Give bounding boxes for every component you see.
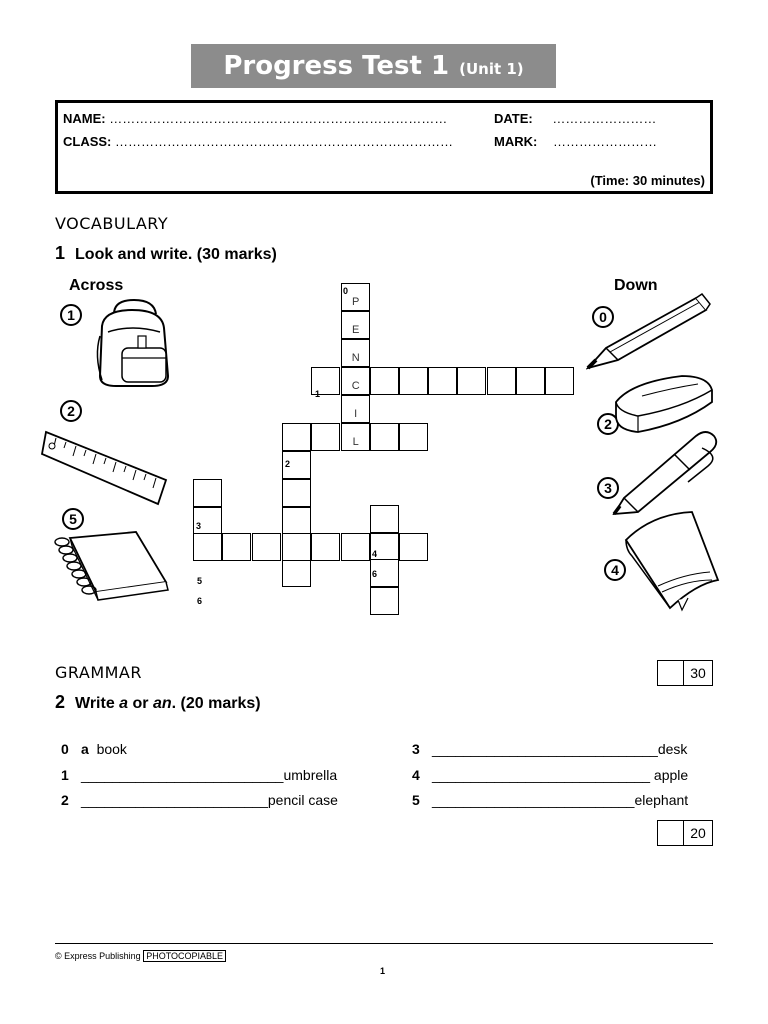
grammar-score-field[interactable] <box>658 821 684 845</box>
clue-number: 0 <box>343 286 349 296</box>
clue-number: 4 <box>372 549 378 559</box>
page-title: Progress Test 1 <box>223 51 450 81</box>
grammar-item-4 <box>412 767 688 783</box>
across-number-1: 1 <box>60 304 82 326</box>
task-1-text: Look and write. (30 marks) <box>75 246 277 263</box>
crossword-cell[interactable] <box>370 587 399 615</box>
answer-line[interactable]: ____________________________ <box>432 767 651 783</box>
crossword-cell[interactable]: N <box>341 339 370 367</box>
down-number-4: 4 <box>604 559 626 581</box>
answer-line[interactable]: __________________________ <box>432 792 635 808</box>
date-label: DATE: <box>494 111 533 126</box>
date-field[interactable]: …………………… <box>552 111 657 126</box>
crossword-cell[interactable] <box>282 423 311 451</box>
crossword-cell[interactable]: P <box>341 283 370 311</box>
item-word: apple <box>650 767 689 783</box>
crossword-cell[interactable]: I <box>341 395 370 423</box>
crossword-cell[interactable] <box>399 367 428 395</box>
across-number-2: 2 <box>60 400 82 422</box>
crossword-cell[interactable] <box>399 423 428 451</box>
crossword-cell[interactable] <box>252 533 281 561</box>
grammar-item-0 <box>61 741 127 757</box>
crossword-cell[interactable] <box>516 367 545 395</box>
task-2-or: or <box>128 695 153 712</box>
item-word: pencil case <box>267 792 338 808</box>
page-subtitle: (Unit 1) <box>459 60 524 78</box>
task-2-number: 2 <box>55 692 66 712</box>
crossword-cell[interactable] <box>193 479 222 507</box>
item-number: 3 <box>412 741 420 757</box>
grammar-heading: GRAMMAR <box>55 663 142 682</box>
footer-divider <box>55 943 713 944</box>
down-number-3: 3 <box>597 477 619 499</box>
task-2-text-post: . (20 marks) <box>171 695 261 712</box>
example-answer: a <box>81 741 89 757</box>
crossword-cell[interactable] <box>370 505 399 533</box>
item-number: 5 <box>412 792 420 808</box>
crossword-cell[interactable] <box>282 533 311 561</box>
crossword-cell[interactable]: C <box>341 367 370 395</box>
crossword-cell[interactable] <box>193 533 222 561</box>
crossword-cell[interactable] <box>428 367 457 395</box>
crossword-cell[interactable] <box>311 533 340 561</box>
page-number: 1 <box>380 966 386 976</box>
crossword-cell[interactable] <box>370 367 399 395</box>
item-number: 1 <box>61 767 69 783</box>
task-1-number: 1 <box>55 243 66 263</box>
grammar-item-5 <box>412 792 688 808</box>
mark-field[interactable]: …………………… <box>552 134 657 149</box>
item-number: 0 <box>61 741 69 757</box>
copyright-text: © Express Publishing <box>55 951 141 961</box>
photocopiable-badge: PHOTOCOPIABLE <box>143 950 226 962</box>
item-word: elephant <box>634 792 689 808</box>
clue-number: 1 <box>315 389 321 399</box>
class-field[interactable]: …………………………………………………………………… <box>115 134 454 149</box>
crossword-cell[interactable] <box>487 367 516 395</box>
crossword-cell[interactable] <box>370 423 399 451</box>
task-2-text-pre: Write <box>75 695 120 712</box>
task-2-a: a <box>119 695 129 712</box>
answer-line[interactable]: __________________________ <box>81 767 284 783</box>
grammar-score-box <box>657 820 713 846</box>
answer-line[interactable]: ________________________ <box>81 792 268 808</box>
crossword-cell[interactable] <box>545 367 574 395</box>
down-number-2: 2 <box>597 413 619 435</box>
vocabulary-heading: VOCABULARY <box>55 214 169 233</box>
crossword-cell[interactable] <box>399 533 428 561</box>
across-number-5: 5 <box>62 508 84 530</box>
crossword-cell[interactable]: E <box>341 311 370 339</box>
item-word: desk <box>657 741 688 757</box>
clue-number: 6 <box>197 596 203 606</box>
crossword-cell[interactable] <box>282 479 311 507</box>
name-label: NAME: <box>63 111 106 126</box>
crossword-cell[interactable] <box>222 533 251 561</box>
grammar-item-3 <box>412 741 687 757</box>
item-word: book <box>96 741 127 757</box>
vocabulary-score-total: 30 <box>690 665 706 681</box>
crossword-cell[interactable] <box>341 533 370 561</box>
across-label: Across <box>69 277 124 294</box>
footer-copyright <box>55 951 226 961</box>
item-number: 4 <box>412 767 420 783</box>
clue-number: 5 <box>197 576 203 586</box>
class-label: CLASS: <box>63 134 112 149</box>
answer-line[interactable]: _____________________________ <box>432 741 658 757</box>
down-label: Down <box>614 277 658 294</box>
grammar-item-1 <box>61 767 337 783</box>
item-word: umbrella <box>283 767 338 783</box>
item-number: 2 <box>61 792 69 808</box>
clue-number: 3 <box>196 521 202 531</box>
grammar-score-total: 20 <box>690 825 706 841</box>
name-field[interactable]: …………………………………………………………………… <box>109 111 448 126</box>
vocabulary-score-field[interactable] <box>658 661 684 685</box>
crossword-cell[interactable]: L <box>341 423 370 451</box>
grammar-item-2 <box>61 792 338 808</box>
mark-label: MARK: <box>494 134 538 149</box>
crossword-cell[interactable] <box>311 423 340 451</box>
crossword-cell[interactable] <box>282 559 311 587</box>
clue-number: 2 <box>285 459 291 469</box>
clue-number: 6 <box>372 569 378 579</box>
task-2-instruction <box>55 692 261 713</box>
down-number-0: 0 <box>592 306 614 328</box>
crossword-cell[interactable] <box>457 367 486 395</box>
time-note: (Time: 30 minutes) <box>590 173 705 188</box>
vocabulary-score-box <box>657 660 713 686</box>
crossword-cell[interactable] <box>282 507 311 535</box>
task-2-an: an <box>152 695 172 712</box>
